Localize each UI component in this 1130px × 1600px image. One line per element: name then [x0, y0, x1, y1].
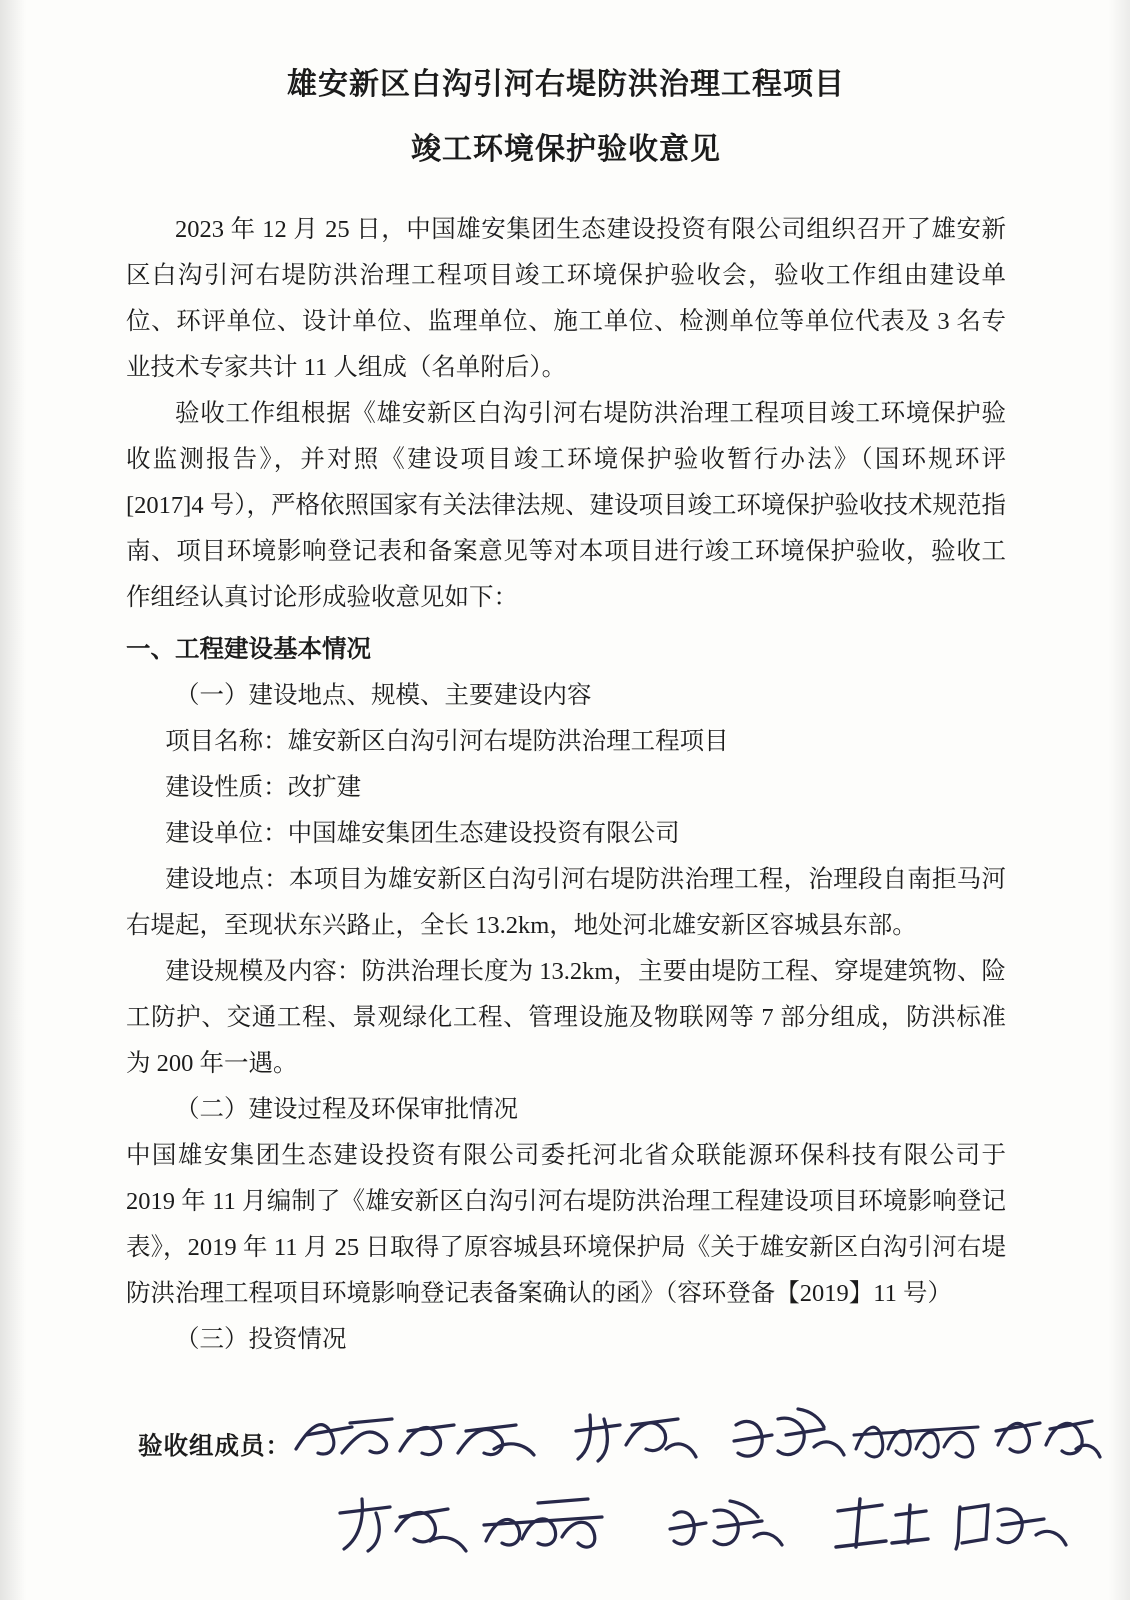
document-title-line-2: 竣工环境保护验收意见 — [411, 132, 721, 166]
document-body — [126, 0, 1006, 1363]
paragraph-basis: 验收工作组根据《雄安新区白沟引河右堤防洪治理工程项目竣工环境保护验收监测报告》，并对照《建设项目竣工环境保护验收暂行办法》（国环规环评[2017]4 号），严格依照国家有关法律法规、建设项目竣工环境保护验收技术规范指南、项目环境影响登记表和备案意见等对本项目进行竣工环境保护验收，验收工作组经认真讨论形成验收意见如下： — [126, 400, 1006, 611]
signature-handwriting-7 — [478, 1495, 608, 1565]
signature-handwriting-6 — [330, 1495, 470, 1565]
field-project-nature: 建设性质：改扩建 — [165, 774, 362, 801]
field-project-name: 项目名称：雄安新区白沟引河右堤防洪治理工程项目 — [165, 728, 729, 755]
subheading-1-1: （一）建设地点、规模、主要建设内容 — [175, 682, 592, 709]
subheading-1-3: （三）投资情况 — [175, 1326, 347, 1353]
signature-handwriting-10 — [952, 1495, 1072, 1565]
signature-handwriting-5 — [992, 1405, 1102, 1475]
signature-area — [0, 1395, 1130, 1600]
field-construction-scale: 建设规模及内容：防洪治理长度为 13.2km，主要由堤防工程、穿堤建筑物、险工防护、交通工程、景观绿化工程、管理设施及物联网等 7 部分组成，防洪标准为 200 年一遇。 — [126, 958, 1006, 1077]
signature-handwriting-2 — [570, 1405, 700, 1475]
subheading-1-2: （二）建设过程及环保审批情况 — [175, 1096, 518, 1123]
signature-handwriting-3 — [728, 1405, 848, 1475]
field-construction-unit: 建设单位：中国雄安集团生态建设投资有限公司 — [165, 820, 680, 847]
signature-handwriting-9 — [830, 1495, 930, 1565]
signature-handwriting-1 — [288, 1405, 538, 1475]
paragraph-approval: 中国雄安集团生态建设投资有限公司委托河北省众联能源环保科技有限公司于 2019 年 11 月编制了《雄安新区白沟引河右堤防洪治理工程建设项目环境影响登记表》，2019 年 11 月 25 日取得了原容城县环境保护局《关于雄安新区白沟引河右堤防洪治理工程项目环境影响登记表备案确认的函》（容环登备【2019】11 号） — [126, 1142, 1006, 1307]
paragraph-meeting: 2023 年 12 月 25 日，中国雄安集团生态建设投资有限公司组织召开了雄安新区白沟引河右堤防洪治理工程项目竣工环境保护验收会，验收工作组由建设单位、环评单位、设计单位、监理单位、施工单位、检测单位等单位代表及 3 名专业技术专家共计 11 人组成（名单附后）。 — [126, 216, 1006, 381]
signature-label: 验收组成员： — [138, 1433, 291, 1460]
field-construction-location: 建设地点：本项目为雄安新区白沟引河右堤防洪治理工程，治理段自南拒马河右堤起，至现状东兴路止，全长 13.2km，地处河北雄安新区容城县东部。 — [126, 866, 1006, 939]
document-title-line-1: 雄安新区白沟引河右堤防洪治理工程项目 — [287, 68, 845, 101]
signature-handwriting-8 — [666, 1495, 786, 1565]
signature-handwriting-4 — [852, 1405, 982, 1475]
heading-section-1: 一、工程建设基本情况 — [126, 636, 371, 663]
